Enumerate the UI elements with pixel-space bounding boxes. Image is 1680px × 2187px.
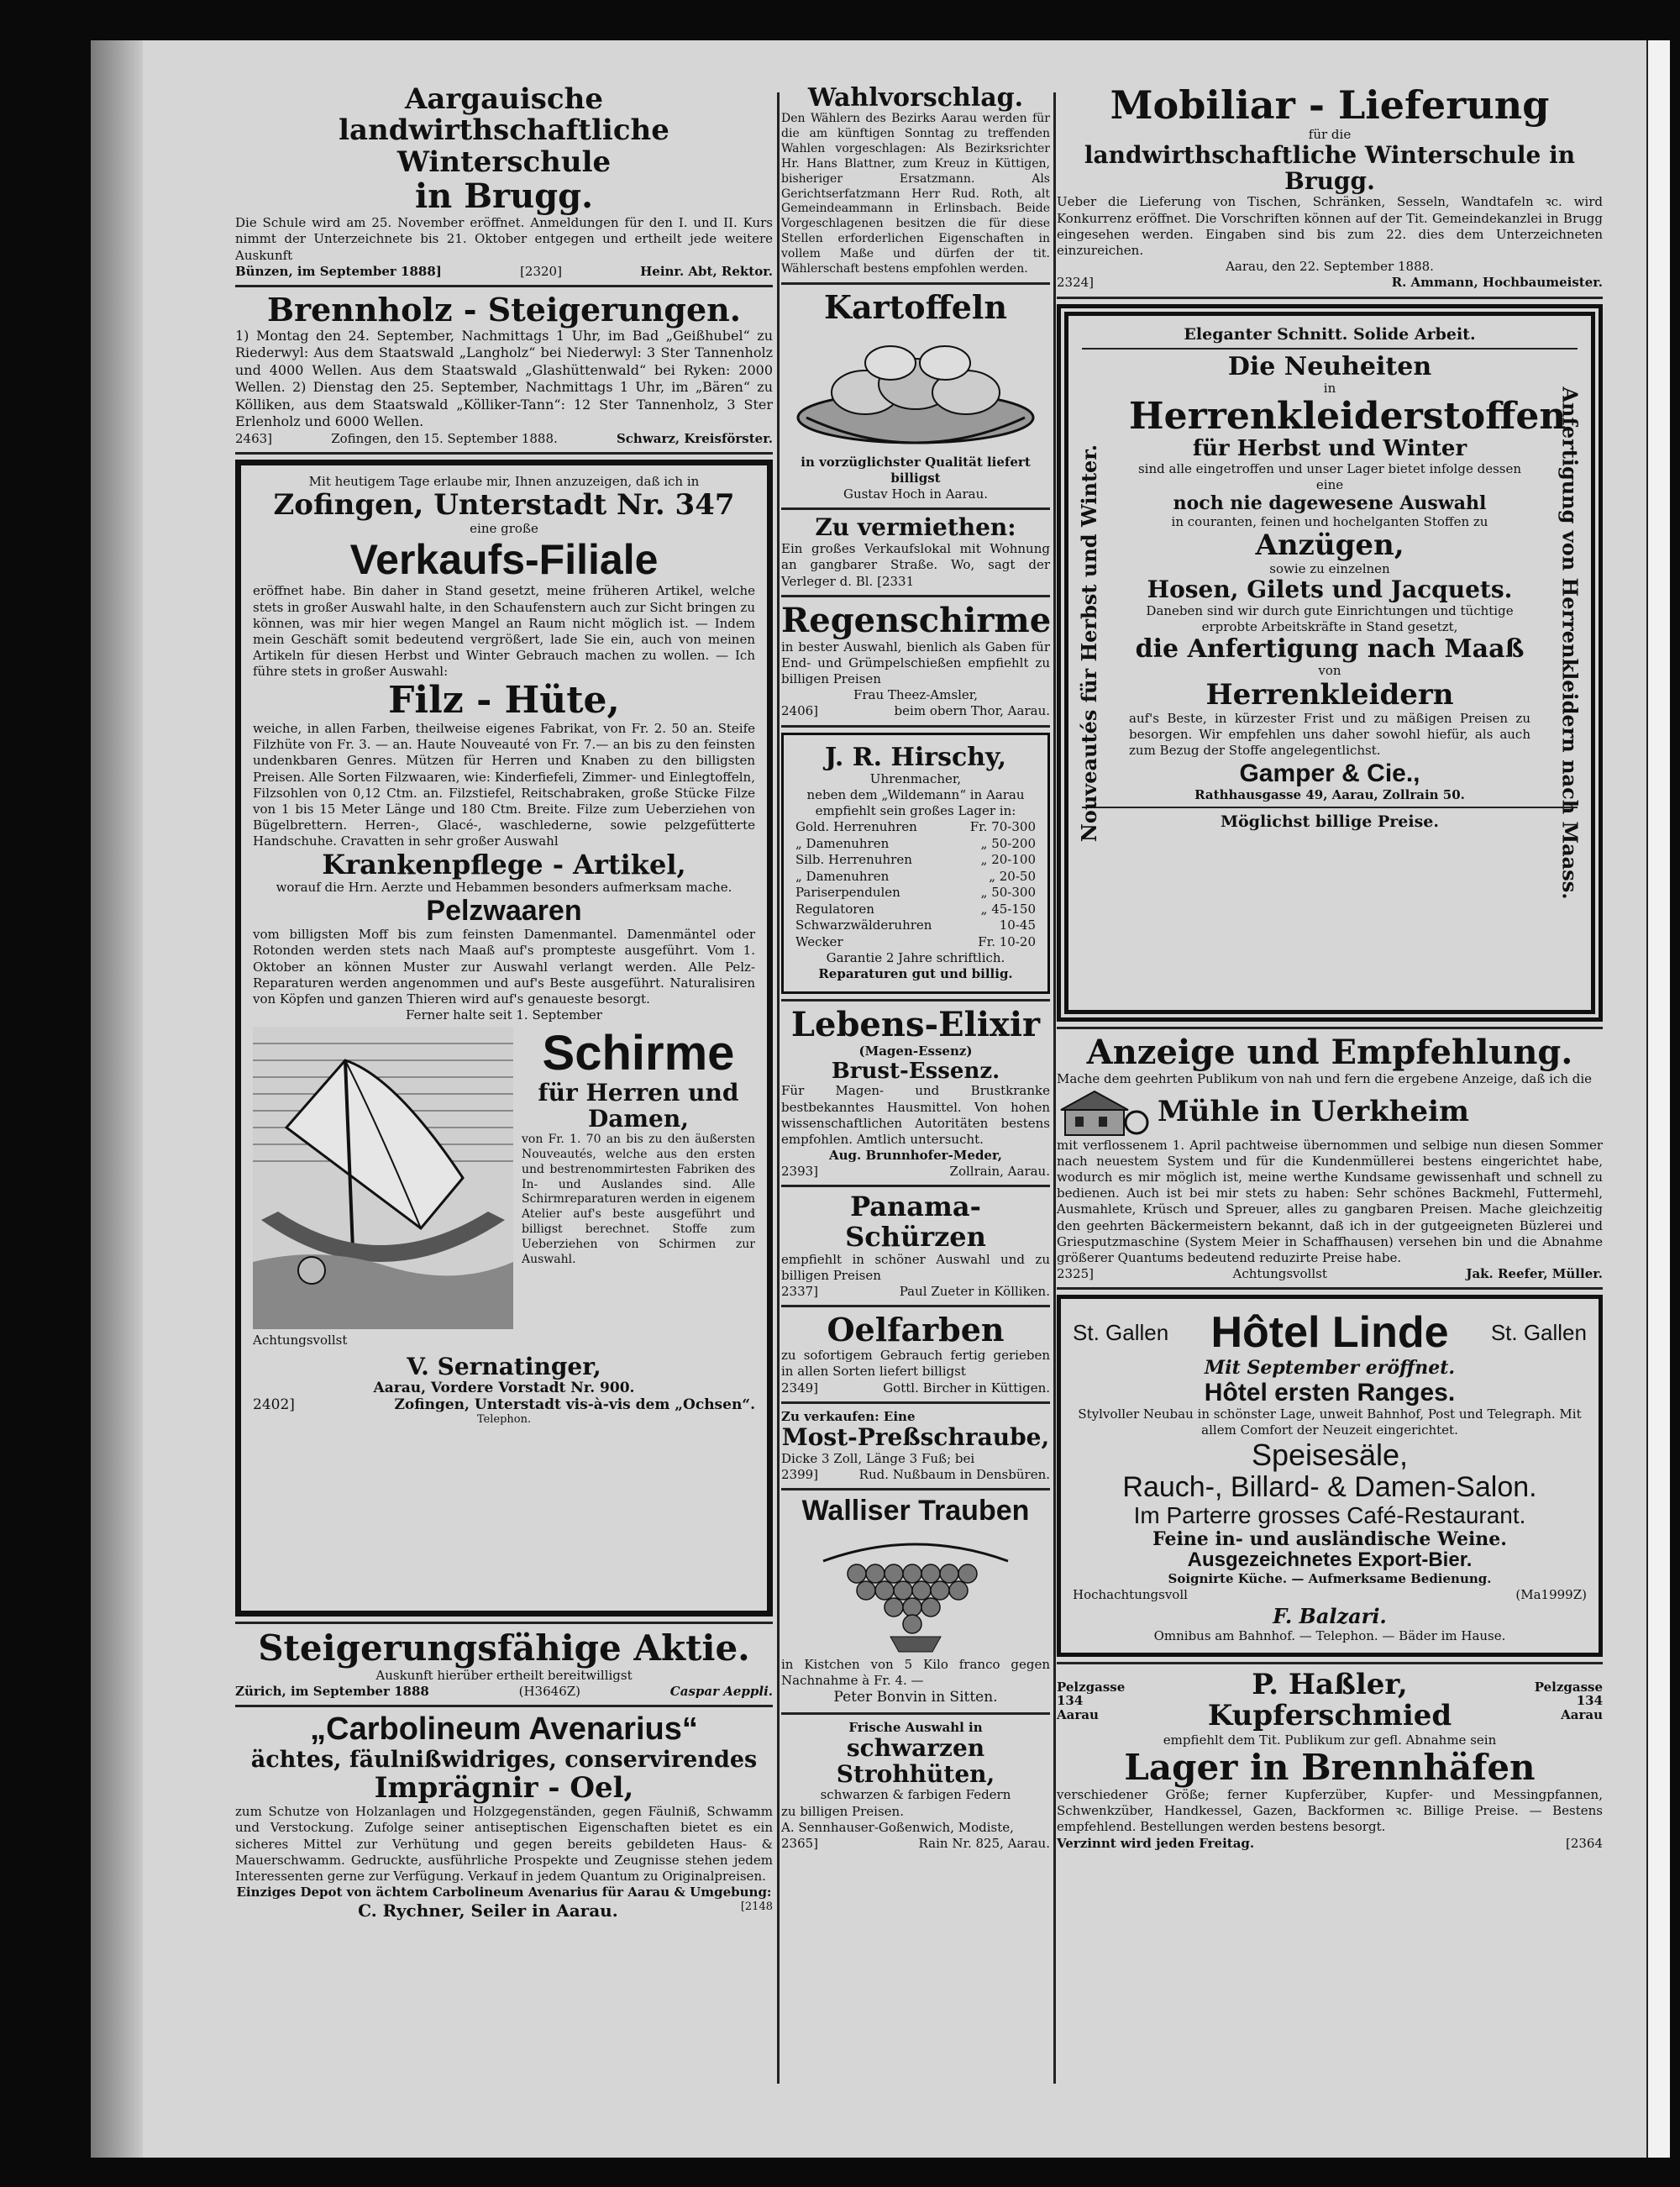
ad-gamper (1057, 304, 1603, 1022)
hirschy-price-list (795, 819, 1036, 950)
hassler-foot: Verzinnt wird jeden Freitag. (1057, 1835, 1255, 1851)
hassler-intro: empfiehlt dem Tit. Publikum zur gefl. Abnahme sein (1163, 1732, 1497, 1748)
gamper-hosen: Hosen, Gilets und Jacquets. (1147, 576, 1513, 604)
hassler-lager: Lager in Brennhäfen (1124, 1746, 1536, 1788)
stroh-sub: schwarzen & farbigen Federn (820, 1787, 1011, 1803)
carbolineum-sub: ächtes, fäulnißwidriges, conservirendes (250, 1747, 758, 1774)
stroh-addr: Rain Nr. 825, Aarau. (918, 1835, 1050, 1851)
gamper-anfertigung: die Anfertigung nach Maaß (1135, 634, 1525, 665)
muehle-sign: Jak. Reefer, Müller. (1466, 1266, 1603, 1282)
column-1 (235, 84, 773, 1921)
column-rule-2 (1053, 92, 1056, 2084)
lebens-text: Für Magen- und Brustkranke bestbekanntes Hausmittel. Von hohen wissenschaftlichen Autoritäten bestens empfohlen. Amtlich untersucht. (781, 1083, 1050, 1147)
stroh-title: schwarzen Strohhüten, (836, 1733, 995, 1788)
schirme-sub: für Herren und Damen, (538, 1079, 739, 1133)
pelzwaaren-text: vom billigsten Moff bis zum feinsten Damenmantel. Damenmäntel oder Rotonden werden stets nach Maaß auf's prompteste ausgeführt. Vom 1. Oktober an können Muster zur Auswahl verlangt werden. Alle Pelz-Reparaturen werden angenommen und auf's Beste ausgeführt. Naturalisiren von Köpfen und ganzen Thieren wird auf's genaueste besorgt. (253, 927, 755, 1007)
muehle-number: 2325] (1057, 1266, 1095, 1282)
wahl-text: Den Wählern des Bezirks Aarau werden für die am künftigen Sonntag zu treffenden Wahlen vorgeschlagen: Als Bezirksrichter Hr. Hans Blattner, zum Kreuz in Küttigen, bisheriger Ersatzmann. Als Gerichtserfatzmann Herr Rud. Roth, alt Gemeindeammann in Erlinsbach. Beide Vorgeschlagenen besitzen die für diese Stellen erforderlichen Eigenschaften in vollem Maße und dürfen der tit. Wählerschaft bestens empfohlen werden. (781, 112, 1050, 276)
hassler-left2: Aarau (1057, 1706, 1099, 1722)
linde-open: Mit September eröffnet. (1204, 1357, 1456, 1380)
ad-muehle (1057, 1034, 1603, 1283)
column-rule-1 (777, 92, 780, 2084)
aktie-text: Auskunft hierüber ertheilt bereitwilligst (375, 1667, 633, 1683)
regenschirme-title: Regenschirme (781, 600, 1052, 640)
hassler-title: P. Haßler, Kupferschmied (1207, 1667, 1452, 1733)
ad-walliser-trauben (781, 1496, 1050, 1707)
aktie-signature: Caspar Aeppli. (669, 1684, 773, 1700)
oelfarben-text: zu sofortigem Gebrauch fertig gerieben in allen Sorten liefert billigst (781, 1348, 1050, 1380)
mobiliar-fuer: für die (1308, 126, 1352, 142)
ad-regenschirme (781, 602, 1050, 720)
filzhuete-title: Filz - Hüte, (388, 678, 620, 722)
sernatinger-addr2: Zofingen, Unterstadt vis-à-vis dem „Ochsen“. (394, 1396, 755, 1414)
panama-number: 2337] (781, 1284, 819, 1300)
ad-winterschule (235, 84, 773, 280)
panama-name: Paul Zueter in Kölliken. (899, 1284, 1050, 1300)
winterschule-place: in Brugg. (414, 176, 594, 217)
brennholz-date: Zofingen, den 15. September 1888. (331, 430, 558, 446)
gamper-text1: sind alle eingetroffen und unser Lager bietet infolge dessen eine (1137, 460, 1522, 493)
kartoffeln-title: Kartoffeln (824, 287, 1007, 326)
gamper-addr: Rathhausgasse 49, Aarau, Zollrain 50. (1194, 786, 1465, 802)
brennholz-title: Brennholz - Steigerungen. (266, 290, 742, 329)
linde-title: Hôtel Linde (1210, 1308, 1449, 1358)
regenschirme-number: 2406] (781, 703, 819, 719)
gamper-title: Herrenkleiderstoffen (1129, 395, 1567, 438)
ad-brennholz (235, 292, 773, 447)
linde-text: Stylvoller Neubau in schönster Lage, unweit Bahnhof, Post und Telegraph. Mit allem Comfort der Neuzeit eingerichtet. (1078, 1406, 1582, 1438)
linde-bier: Ausgezeichnetes Export-Bier. (1187, 1548, 1473, 1571)
linde-kueche: Soignirte Küche. — Aufmerksame Bedienung. (1168, 1571, 1492, 1587)
column-3 (1057, 84, 1603, 1852)
gamper-herrenkleidern: Herrenkleidern (1205, 677, 1454, 712)
linde-salon: Rauch-, Billard- & Damen-Salon. (1122, 1470, 1537, 1503)
brennholz-number: 2463] (235, 430, 273, 446)
gamper-text4: auf's Beste, in kürzester Frist und zu mäßigen Preisen zu besorgen. Wir empfehlen uns daher sowohl hiefür, als auch zum Bezug der Stoffe angelegentlichst. (1129, 711, 1530, 759)
stroh-label: Frische Auswahl in (848, 1719, 983, 1735)
aktie-date: Zürich, im September 1888 (235, 1684, 429, 1700)
ad-aktie (235, 1629, 773, 1701)
muehle-gruss: Achtungsvollst (1232, 1266, 1327, 1282)
gamper-name: Gamper & Cie., (1239, 759, 1420, 787)
linde-wein: Feine in- und ausländische Weine. (1152, 1527, 1507, 1550)
carbolineum-sub2: Imprägnir - Oel, (374, 1770, 634, 1805)
vermiethen-text: Ein großes Verkaufslokal mit Wohnung an gangbarer Straße. Wo, sagt der Verleger d. Bl. [2331 (781, 541, 1050, 589)
sernatinger-number: 2402] (253, 1396, 295, 1414)
lebens-sub2: Brust-Essenz. (831, 1058, 1000, 1084)
carbolineum-name: C. Rychner, Seiler in Aarau. (358, 1900, 618, 1922)
regenschirme-text: in bester Auswahl, bienlich als Gaben für End- und Grümpelschießen empfiehlt zu billigen Preisen (781, 639, 1050, 687)
ad-strohhuete (781, 1720, 1050, 1853)
ad-hotel-linde (1057, 1295, 1603, 1656)
right-page-edge (1646, 40, 1670, 2158)
lebens-sub: (Magen-Essenz) (858, 1043, 973, 1059)
filiale-place: Zofingen, Unterstadt Nr. 347 (273, 487, 735, 522)
carbolineum-depot: Einziges Depot von ächtem Carbolineum Avenarius für Aarau & Umgebung: (236, 1885, 772, 1900)
ad-panama (781, 1192, 1050, 1300)
gamper-text2: in couranten, feinen und hochelganten Stoffen zu (1171, 513, 1488, 529)
hassler-number: [2364 (1565, 1835, 1603, 1851)
muehle-title: Anzeige und Empfehlung. (1086, 1032, 1573, 1072)
gamper-side-right: Anfertigung von Herrenkleidern nach Maass. (1557, 386, 1583, 900)
mill-building-icon (1057, 1087, 1149, 1138)
filiale-text: eröffnet habe. Bin daher in Stand gesetzt, meine früheren Artikel, welche stets in großer Auswahl halte, in den Schaufenstern auch zur Sicht bringen zu können, was mir hier wegen Mangel an Raum nicht möglich ist. — Indem mein Geschäft somit bedeutend vergrößert, lade Sie ein, auch von meinen Artikeln für diesen Herbst und Winter Gebrauch machen zu wollen. — Ich führe stets in großer Auswahl: (253, 583, 755, 680)
hassler-right2: Aarau (1561, 1706, 1604, 1722)
muehle-name: Mühle in Uerkheim (1158, 1094, 1469, 1128)
hirschy-garantie: Garantie 2 Jahre schriftlich. (826, 950, 1005, 966)
filiale-intro: Mit heutigem Tage erlaube mir, Ihnen anzuzeigen, daß ich in (308, 473, 700, 489)
ad-lebens-elixir (781, 1004, 1050, 1180)
panama-text: empfiehlt in schöner Auswahl und zu billigen Preisen (781, 1251, 1050, 1284)
linde-number: (Ma1999Z) (1515, 1587, 1587, 1603)
muehle-text: mit verflossenem 1. April pachtweise übernommen und selbige nun diesen Sommer nach neuestem System und für die Kundenmüllerei bestens eingerichtet habe, wodurch es mir möglich ist, meine werthe Kundsame gewissenhaft und schnell zu bedienen. Auch ist bei mir stets zu haben: Sehr schönes Backmehl, Futtermehl, Ausmahlete, Krüsch und Spreuer, alles zu gangbaren Preisen. Mache gleichzeitig den geehrten Bäckermeistern bekannt, daß ich in der gutgeeigneten Büzlerei und Griesputzmaschine (System Meier in Schaffhausen) versehen bin und die Abnahme größerer Quantums bedeutend reduzirte Preise habe. (1057, 1137, 1603, 1265)
pelzwaaren-title: Pelzwaaren (426, 894, 582, 927)
aktie-number: (H3646Z) (518, 1684, 581, 1700)
lebens-name: Aug. Brunnhofer-Meder, (828, 1148, 1003, 1164)
hirschy-reparaturen: Reparaturen gut und billig. (818, 966, 1013, 982)
price-row: „ Damenuhren „ 50-200 (795, 835, 1036, 851)
vermiethen-title: Zu vermiethen: (815, 513, 1016, 542)
trauben-title: Walliser Trauben (801, 1495, 1030, 1527)
regenschirme-addr: beim obern Thor, Aarau. (894, 703, 1050, 719)
winterschule-number: [2320] (520, 263, 562, 279)
gamper-bottom: Möglichst billige Preise. (1220, 812, 1440, 831)
most-text: Dicke 3 Zoll, Länge 3 Fuß; bei (781, 1450, 975, 1466)
column-2 (781, 84, 1050, 1852)
ad-mobiliar (1057, 84, 1603, 292)
mobiliar-name: R. Ammann, Hochbaumeister. (1391, 275, 1603, 291)
ad-verkaufs-filiale (235, 460, 773, 1617)
gamper-anzuegen: Anzügen, (1255, 528, 1404, 562)
mobiliar-date: Aarau, den 22. September 1888. (1226, 259, 1434, 275)
winterschule-signature: Heinr. Abt, Rektor. (640, 263, 773, 279)
trauben-text: in Kistchen von 5 Kilo franco gegen Nachnahme à Fr. 4. — (781, 1656, 1050, 1688)
stroh-name: A. Sennhauser-Goßenwich, Modiste, (781, 1819, 1014, 1835)
krankenpflege-text: worauf die Hrn. Aerzte und Hebammen besonders aufmerksam mache. (276, 879, 732, 895)
ad-oelfarben (781, 1312, 1050, 1396)
ad-hirschy (781, 733, 1050, 994)
price-row: Regulatoren „ 45-150 (795, 901, 1036, 917)
hassler-right1: Pelzgasse 134 (1534, 1679, 1604, 1708)
kartoffeln-name: Gustav Hoch in Aarau. (843, 486, 989, 502)
sernatinger-name: V. Sernatinger, (407, 1352, 601, 1380)
panama-title: Panama-Schürzen (845, 1191, 986, 1253)
hirschy-addr: neben dem „Wildemann“ in Aarau (806, 786, 1025, 802)
price-row: Pariserpendulen „ 50-300 (795, 885, 1036, 901)
gamper-von: von (1318, 663, 1341, 679)
price-row: „ Damenuhren „ 20-50 (795, 868, 1036, 884)
gamper-sub: für Herbst und Winter (1192, 436, 1467, 462)
brennholz-signature: Schwarz, Kreisförster. (616, 430, 773, 446)
mobiliar-text: Ueber die Lieferung von Tischen, Schränken, Sesseln, Wandtafeln ꝛc. wird Konkurrenz eröffnet. Die Vorschriften können auf der Tit. Gemeindekanzlei in Brugg eingesehen werden. Eingaben sind bis zum 22. dies dem Unterzeichneten einzureichen. (1057, 194, 1603, 258)
gamper-sowie: sowie zu einzelnen (1269, 561, 1390, 577)
mobiliar-sub: landwirthschaftliche Winterschule in Brugg. (1084, 140, 1576, 195)
wahl-title: Wahlvorschlag. (807, 83, 1024, 113)
aktie-title: Steigerungsfähige Aktie. (258, 1627, 750, 1669)
lebens-number: 2393] (781, 1164, 819, 1180)
ad-wahlvorschlag (781, 84, 1050, 277)
ad-kartoffeln (781, 287, 1050, 502)
umbrella-boat-illustration (253, 1027, 513, 1348)
ad-hassler (1057, 1669, 1603, 1852)
schirme-text: von Fr. 1. 70 an bis zu den äußersten Nouveautés, welche aus den ersten und bestrenommirtesten Fabriken des In- und Auslandes sind. Alle Schirmreparaturen werden in eigenem Atelier auf's beste ausgeführt und billigst berechnet. Stoffe zum Ueberziehen von Schirmen zur Auswahl. (522, 1132, 755, 1267)
most-label: Zu verkaufen: Eine (781, 1408, 916, 1424)
muehle-intro: Mache dem geehrten Publikum von nah und fern die ergebene Anzeige, daß ich die (1057, 1070, 1593, 1086)
oelfarben-number: 2349] (781, 1380, 819, 1396)
price-row: Schwarzwälderuhren 10-45 (795, 917, 1036, 933)
lebens-addr: Zollrain, Aarau. (949, 1164, 1050, 1180)
grapes-illustration (781, 1527, 1050, 1657)
linde-city-right: St. Gallen (1490, 1319, 1587, 1345)
filzhuete-text: weiche, in allen Farben, theilweise eigenes Fabrikat, von Fr. 2. 50 an. Steife Filzhüte von Fr. 3. — an. Haute Nouveauté von Fr. 7.— an bis zu den feinsten undenkbaren Genres. Mützen für Herren und Knaben zu den billigsten Preisen. Alle Sorten Filzwaaren, wie: Kinderfiefeli, Zimmer- und Einlegtoffeln, Filzsohlen von 0,12 Ctm. an. Filzstiefel, Reitschabraken, große Stücke Filze von 1 bis 15 Meter Länge und 180 Ctm. Breite. Filze zum Ueberziehen von Bügelbrettern. Herren-, Glacé-, waschlederne, sowie pelzgefütterte Handschuhe. Cravatten in sehr großer Auswahl (253, 721, 755, 849)
sernatinger-addr1: Aarau, Vordere Vorstadt Nr. 900. (373, 1380, 635, 1397)
gamper-side-left: Nouveautés für Herbst und Winter. (1077, 444, 1102, 843)
linde-name: F. Balzari. (1273, 1603, 1387, 1628)
krankenpflege-title: Krankenpflege - Artikel, (322, 848, 686, 881)
most-number: 2399] (781, 1466, 819, 1482)
linde-omnibus: Omnibus am Bahnhof. — Telephon. — Bäder im Hause. (1153, 1627, 1506, 1643)
price-row: Gold. Herrenuhren Fr. 70-300 (795, 819, 1036, 835)
gamper-top: Eleganter Schnitt. Solide Arbeit. (1184, 324, 1476, 344)
lebens-title: Lebens-Elixir (790, 1004, 1041, 1044)
filiale-eine: eine große (470, 521, 538, 537)
hirschy-sub: Uhrenmacher, (869, 770, 962, 786)
winterschule-title: Aargauische landwirthschaftliche Winterschule (339, 82, 669, 179)
winterschule-text: Die Schule wird am 25. November eröffnet. Anmeldungen für den I. und II. Kurs nimmt der Unterzeichnete bis 21. Oktober entgegen und ertheilt jede weitere Auskunft (235, 215, 773, 263)
oelfarben-name: Gottl. Bircher in Küttigen. (883, 1380, 1050, 1396)
linde-city-left: St. Gallen (1073, 1319, 1169, 1345)
schirme-title: Schirme (542, 1026, 735, 1081)
filiale-title: Verkaufs-Filiale (349, 536, 659, 584)
schirme-gruss: Achtungsvollst (253, 1333, 348, 1348)
price-row: Silb. Herrenuhren „ 20-100 (795, 852, 1036, 868)
carbolineum-text: zum Schutze von Holzanlagen und Holzgegenständen, gegen Fäulniß, Schwamm und Verstockung. Zufolge seiner antiseptischen Eigenschaften bietet es ein sicheres Mittel zur Verhütung und gegen bereits gebildeten Haus- & Mauerschwamm. Gedruckte, ausführliche Prospekte und Zeugnisse stehen jedem Interessenten gerne zur Verfügung. Verkauf in jedem Quantum zu Originalpreisen. (235, 1804, 773, 1884)
linde-gruss: Hochachtungsvoll (1073, 1587, 1188, 1603)
regenschirme-name: Frau Theez-Amsler, (853, 687, 979, 703)
oelfarben-title: Oelfarben (827, 1311, 1005, 1349)
linde-speise: Speisesäle, (1251, 1437, 1409, 1472)
carbolineum-title: „Carbolineum Avenarius“ (310, 1711, 698, 1748)
winterschule-date: Bünzen, im September 1888] (235, 263, 442, 279)
mobiliar-title: Mobiliar - Lieferung (1110, 82, 1550, 128)
hirschy-name: J. R. Hirschy, (824, 742, 1007, 772)
hassler-left1: Pelzgasse 134 (1057, 1679, 1126, 1708)
potato-basket-illustration (781, 325, 1050, 455)
ad-carbolineum (235, 1712, 773, 1921)
gamper-text3: Daneben sind wir durch gute Einrichtungen und tüchtige erprobte Arbeitskräfte in Stand gesetzt, (1146, 603, 1514, 635)
linde-rang: Hôtel ersten Ranges. (1204, 1378, 1456, 1406)
ad-vermiethen (781, 515, 1050, 589)
brennholz-text: 1) Montag den 24. September, Nachmittags 1 Uhr, im Bad „Geißhubel“ zu Riederwyl: Aus dem Staatswald „Langholz“ bei Niederwyl: 3 Ster Tannenholz und 4000 Wellen. Aus dem Staatswald „Glashüttenwald“ bei Ryken: 2000 Wellen. 2) Dienstag den 25. September, Nachmittags 1 Uhr, im „Bären“ zu Kölliken, aus dem Staatswald „Kölliker-Tann“: 12 Ster Tannenholz, 3 Ster Erlenholz und 6000 Wellen. (235, 327, 773, 430)
carbolineum-number: [2148 (740, 1900, 773, 1914)
stroh-text: zu billigen Preisen. (781, 1803, 904, 1819)
hassler-text: verschiedener Größe; ferner Kupferzüber, Kupfer- und Messingpfannen, Schwenkzüber, Handkessel, Gazen, Backformen ꝛc. Billige Preise. — Bestens empfehlend. Bestellungen werden bestens besorgt. (1057, 1787, 1603, 1835)
kartoffeln-text: in vorzüglichster Qualität liefert billigst (801, 454, 1031, 486)
mobiliar-number: 2324] (1057, 275, 1095, 291)
gamper-neuheiten: Die Neuheiten (1227, 351, 1432, 381)
trauben-name: Peter Bonvin in Sitten. (833, 1688, 998, 1706)
gamper-auswahl: noch nie dagewesene Auswahl (1173, 492, 1487, 515)
linde-cafe: Im Parterre grosses Café-Restaurant. (1133, 1501, 1526, 1528)
pelzwaaren-ferner: Ferner halte seit 1. September (406, 1007, 602, 1023)
gamper-in: in (1323, 380, 1336, 396)
most-title: Most-Preßschraube, (781, 1422, 1050, 1451)
hirschy-intro: empfiehlt sein großes Lager in: (815, 803, 1016, 818)
price-row: Wecker Fr. 10-20 (795, 933, 1036, 949)
most-name: Rud. Nußbaum in Densbüren. (858, 1466, 1050, 1482)
sernatinger-telephon: Telephon. (476, 1413, 532, 1427)
page-binding-shadow (91, 40, 143, 2158)
stroh-number: 2365] (781, 1835, 819, 1851)
ad-mostpresse (781, 1409, 1050, 1483)
